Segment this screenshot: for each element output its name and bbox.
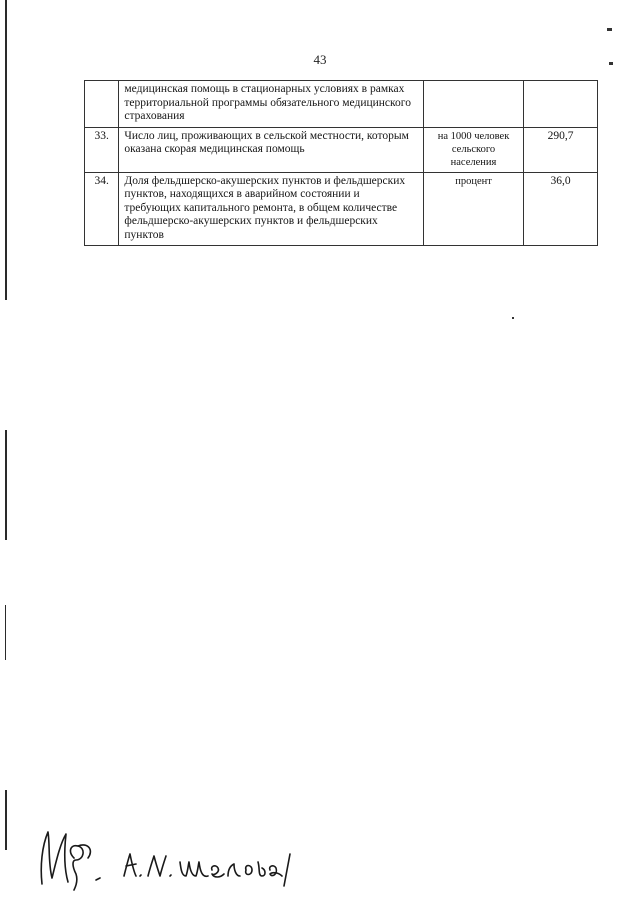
unit-of-measure [423,81,523,128]
table-row [85,127,598,172]
indicator-value: 290,7 [524,127,598,172]
unit-of-measure: на 1000 человек сельского населения [423,127,523,172]
scan-speck [609,62,613,65]
scan-margin-line [5,790,7,850]
indicator-value: 36,0 [524,172,598,246]
page-number: 43 [313,52,327,67]
scan-margin-line [5,0,7,300]
row-number [85,81,119,128]
indicator-name: Число лиц, проживающих в сельской местности, которым оказана скорая медицинская помощь [119,127,424,172]
scan-speck [607,28,612,31]
indicators-table [84,80,598,246]
indicator-name: Доля фельдшерско-акушерских пунктов и фельдшерских пунктов, находящихся в аварийном состоянии и требующих капитального ремонта, в общем количестве фельдшерско-акушерских пунктов и фельдшерских пунктов [119,172,424,246]
scan-margin-line [5,430,7,540]
scan-speck [512,317,514,319]
table-row [85,81,598,128]
unit-of-measure: процент [423,172,523,246]
indicator-name: медицинская помощь в стационарных условиях в рамках территориальной программы обязательного медицинского страхования [119,81,424,128]
row-number: 34. [85,172,119,246]
scan-margin-line [5,605,6,660]
indicator-value [524,81,598,128]
row-number: 33. [85,127,119,172]
handwritten-signature [34,822,304,892]
table-row [85,172,598,246]
